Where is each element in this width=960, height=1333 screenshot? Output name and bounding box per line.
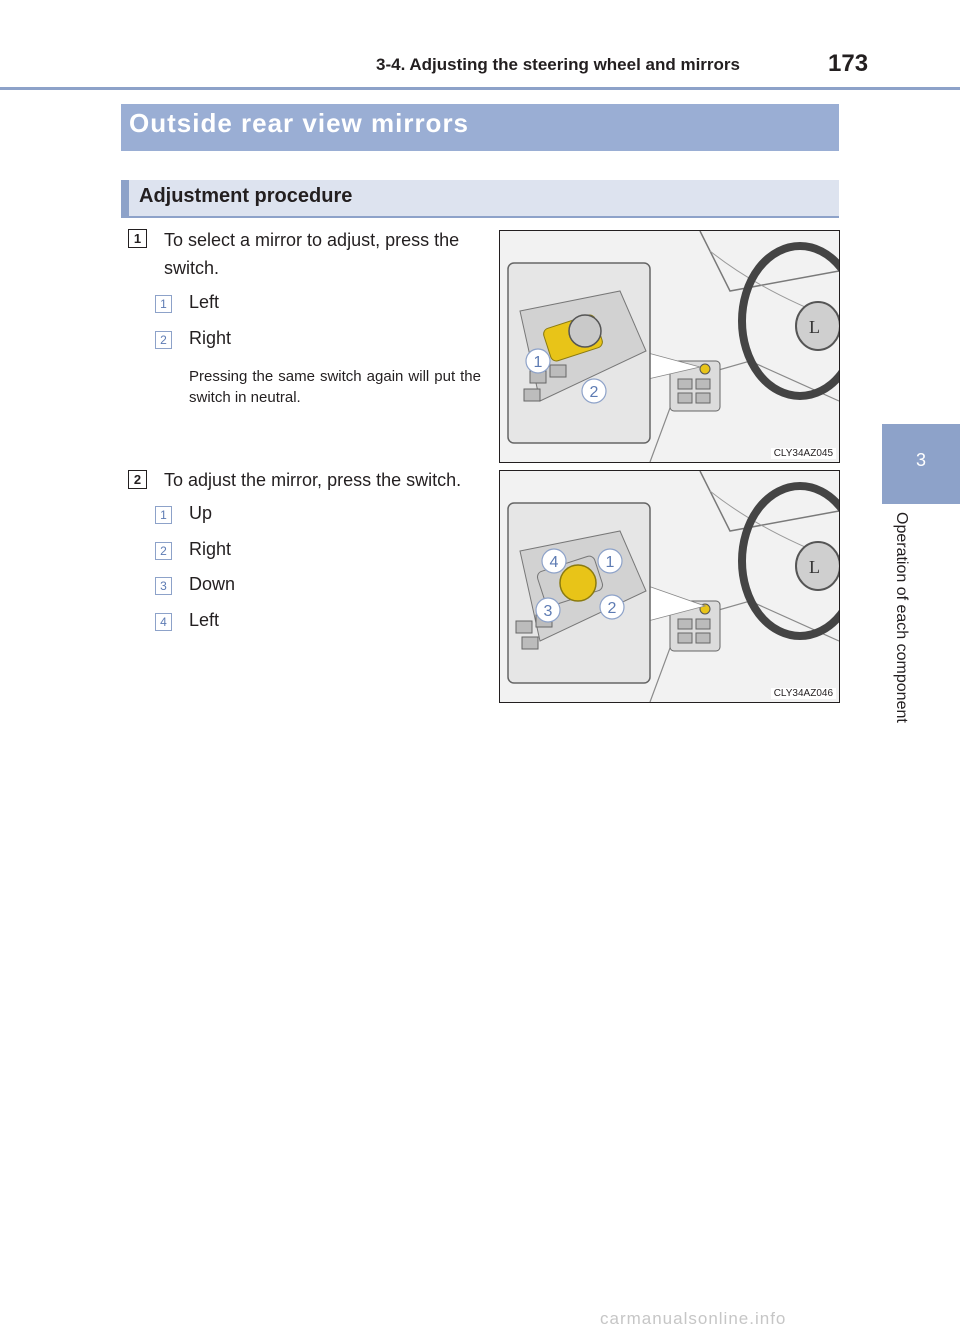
step-1-item-1-label: Left bbox=[189, 292, 220, 312]
chapter-label: Operation of each component bbox=[893, 512, 910, 723]
subsection-rule bbox=[121, 216, 839, 218]
mirror-select-illustration bbox=[500, 231, 839, 462]
svg-text:L: L bbox=[809, 557, 820, 577]
subsection-title: Adjustment procedure bbox=[139, 185, 353, 207]
step-1-text-line2: switch. bbox=[164, 258, 220, 278]
header-rule bbox=[0, 87, 960, 90]
step-2-text-line1: To adjust the mirror, press the switch. bbox=[164, 470, 462, 490]
subsection-accent bbox=[121, 180, 129, 216]
watermark: carmanualsonline.info bbox=[600, 1309, 787, 1328]
step-2-item-2-label: Right bbox=[189, 539, 232, 559]
step-2-badge: 2 bbox=[128, 470, 147, 489]
figure-2-callout-3: 3 bbox=[543, 603, 553, 620]
figure-mirror-adjust-switch bbox=[499, 470, 840, 703]
figure-1-code: CLY34AZ045 bbox=[771, 448, 836, 459]
step-2-item-4-label: Left bbox=[189, 610, 220, 630]
step-2-item-1-number: 1 bbox=[155, 506, 172, 524]
figure-2-callout-2: 2 bbox=[607, 600, 617, 617]
running-header: 3-4. Adjusting the steering wheel and mirrors bbox=[376, 55, 740, 74]
step-1-item-1-number: 1 bbox=[155, 295, 172, 313]
step-1-badge: 1 bbox=[128, 229, 147, 248]
figure-mirror-select-switch bbox=[499, 230, 840, 463]
step-2-item-4-number: 4 bbox=[155, 613, 172, 631]
step-1-note: Pressing the same switch again will put the switch in neutral. bbox=[189, 368, 481, 406]
figure-2-code: CLY34AZ046 bbox=[771, 688, 836, 699]
step-2-item-1-label: Up bbox=[189, 503, 213, 523]
mirror-adjust-illustration bbox=[500, 471, 839, 702]
figure-2-callout-4: 4 bbox=[549, 554, 559, 571]
step-1-text-line1: To select a mirror to adjust, press the bbox=[164, 230, 460, 250]
figure-2-callout-1: 1 bbox=[605, 554, 615, 571]
section-title: Outside rear view mirrors bbox=[129, 108, 470, 138]
step-1-item-2-number: 2 bbox=[155, 331, 172, 349]
figure-1-callout-2: 2 bbox=[589, 384, 599, 401]
page-number: 173 bbox=[828, 50, 869, 77]
step-2-item-3-number: 3 bbox=[155, 577, 172, 595]
svg-text:L: L bbox=[809, 317, 820, 337]
figure-1-callout-1: 1 bbox=[533, 354, 543, 371]
step-2-item-3-label: Down bbox=[189, 574, 236, 594]
step-1-item-2-label: Right bbox=[189, 328, 232, 348]
chapter-tab: 3 bbox=[882, 424, 960, 504]
step-2-item-2-number: 2 bbox=[155, 542, 172, 560]
